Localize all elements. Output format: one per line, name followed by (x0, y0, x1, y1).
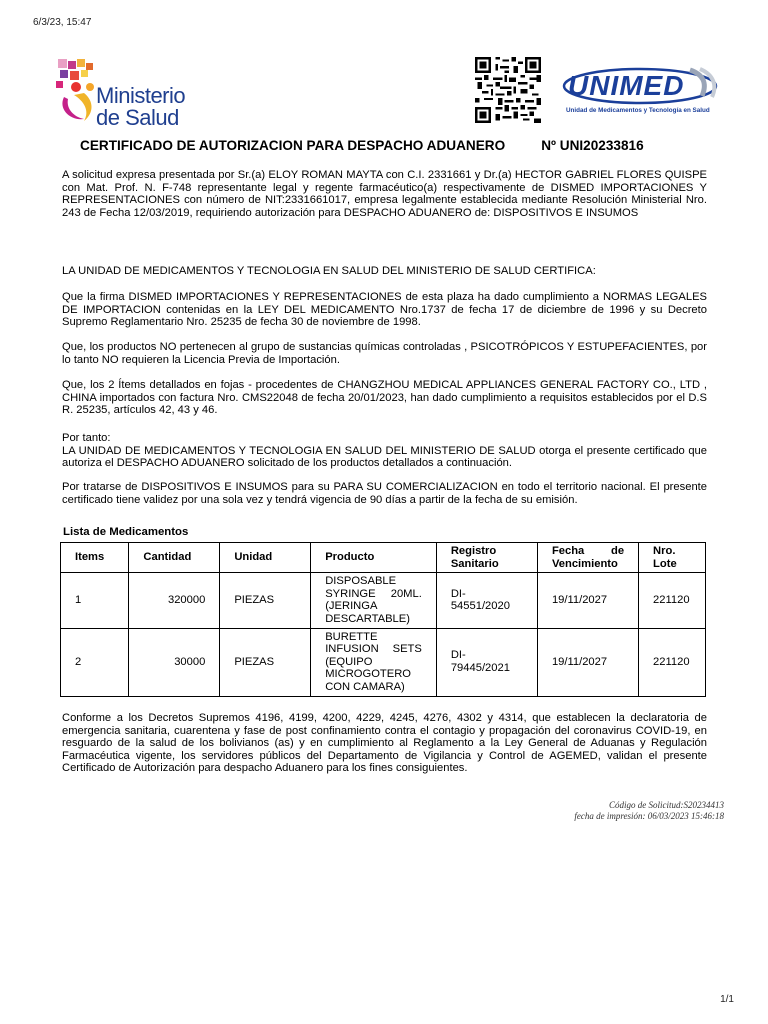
table-row (61, 573, 706, 628)
request-code: Código de Solicitud:S20234413 (609, 800, 724, 810)
authorization-paragraph (62, 432, 707, 470)
cell-producto: BURETTE INFUSION SETS (EQUIPO MICROGOTERO CON CAMARA) (311, 628, 437, 696)
unimed-logo (562, 66, 722, 120)
print-date: fecha de impresión: 06/03/2023 15:46:18 (574, 811, 724, 821)
ministerio-emblem-icon (54, 57, 102, 127)
cell-item: 2 (61, 628, 129, 696)
authorization-text: LA UNIDAD DE MEDICAMENTOS Y TECNOLOGIA EN SALUD DEL MINISTERIO DE SALUD otorga el presente certificado que autoriza el DESPACHO ADUANERO solicitado de los productos detallados a continuación. (62, 444, 707, 470)
unimed-logo-subtitle: Unidad de Medicamentos y Tecnología en Salud (566, 107, 710, 114)
col-items: Items (61, 543, 129, 573)
cell-vencimiento: 19/11/2027 (537, 628, 638, 696)
items-origin-paragraph: Que, los 2 Ítems detallados en fojas - procedentes de CHANGZHOU MEDICAL APPLIANCES GENERAL FACTORY CO., LTD , CHINA importados con factura Nro. CMS22048 de fecha 20/01/2023, han dado cumplimiento a requisitos establecidos por el D.S R. 25235, artículos 42, 43 y 46. (62, 379, 707, 417)
controlled-substances-paragraph: Que, los productos NO pertenecen al grupo de sustancias químicas controladas , PSICOTRÓPICOS Y ESTUPEFACIENTES, por lo tanto NO requieren la Licencia Previa de Importación. (62, 341, 707, 366)
certificate-title (80, 138, 644, 153)
cell-lote: 221120 (639, 573, 706, 628)
col-cantidad: Cantidad (129, 543, 220, 573)
certificate-number: Nº UNI20233816 (541, 138, 644, 153)
ministerio-logo-line2: de Salud (96, 105, 179, 130)
certifica-heading: LA UNIDAD DE MEDICAMENTOS Y TECNOLOGIA EN SALUD DEL MINISTERIO DE SALUD CERTIFICA: (62, 265, 596, 277)
medicines-table (60, 542, 706, 697)
qr-code-icon (472, 57, 544, 123)
col-fecha: Fecha de Vencimiento (537, 543, 638, 573)
medicines-list-title: Lista de Medicamentos (63, 526, 189, 538)
cell-registro: DI-79445/2021 (436, 628, 537, 696)
col-registro: Registro Sanitario (436, 543, 537, 573)
table-row (61, 628, 706, 696)
cell-cantidad: 30000 (129, 628, 220, 696)
col-producto: Producto (311, 543, 437, 573)
cell-unidad: PIEZAS (220, 628, 311, 696)
covid-decrees-paragraph: Conforme a los Decretos Supremos 4196, 4199, 4200, 4229, 4245, 4276, 4302 y 4314, que establecen la declaratoria de emergencia sanitaria, cuarentena y fase de post confinamiento contra el contagio y propagación del coronavirus COVID-19, en resguardo de la salud de los bolivianos (as) y en cumplimiento al Reglamento a la Ley General de Aduanas y Regulación Farmacéutica vigente, los servidores públicos del Departamento de Vigilancia y Control de AGEMED, validan el presente Certificado de Autorización para despacho Aduanero para los fines consiguientes. (62, 712, 707, 775)
unimed-logo-word: UNIMED (568, 70, 685, 101)
page-number: 1/1 (720, 994, 734, 1005)
validity-paragraph: Por tratarse de DISPOSITIVOS E INSUMOS para su PARA SU COMERCIALIZACION en todo el territorio nacional. El presente certificado tiene validez por una sola vez y tendrá vigencia de 90 días a partir de la fecha de su emisión. (62, 481, 707, 506)
intro-paragraph: A solicitud expresa presentada por Sr.(a) ELOY ROMAN MAYTA con C.I. 2331661 y Dr.(a) HECTOR GABRIEL FLORES QUISPE con Mat. Prof. N. F-748 representante legal y regente farmacéutico(a) respectivamente de DISMED IMPORTACIONES Y REPRESENTACIONES con número de NIT:2331661017, empresa legalmente establecida mediante Resolución Ministerial Nro. 243 de Fecha 12/03/2019, requiriendo autorización para DESPACHO ADUANERO de: DISPOSITIVOS E INSUMOS (62, 169, 707, 219)
cell-producto: DISPOSABLE SYRINGE 20ML. (JERINGA DESCARTABLE) (311, 573, 437, 628)
compliance-paragraph: Que la firma DISMED IMPORTACIONES Y REPRESENTACIONES de esta plaza ha dado cumplimiento a NORMAS LEGALES DE IMPORTACION contenidas en la LEY DEL MEDICAMENTO Nro.1737 de fecha 17 de diciembre de 1996 y su Decreto Supremo Reglamentario Nro. 25235 de fecha 30 de noviembre de 1998. (62, 291, 707, 329)
cell-registro: DI-54551/2020 (436, 573, 537, 628)
cell-item: 1 (61, 573, 129, 628)
cell-lote: 221120 (639, 628, 706, 696)
col-unidad: Unidad (220, 543, 311, 573)
certificate-title-text: CERTIFICADO DE AUTORIZACION PARA DESPACHO ADUANERO (80, 138, 506, 153)
ministerio-logo (54, 57, 214, 130)
print-timestamp: 6/3/23, 15:47 (33, 17, 92, 28)
por-tanto-label: Por tanto: (62, 432, 111, 444)
cell-vencimiento: 19/11/2027 (537, 573, 638, 628)
ministerio-logo-line1: Ministerio (96, 83, 186, 108)
cell-unidad: PIEZAS (220, 573, 311, 628)
col-lote: Nro. Lote (639, 543, 706, 573)
cell-cantidad: 320000 (129, 573, 220, 628)
table-header-row (61, 543, 706, 573)
